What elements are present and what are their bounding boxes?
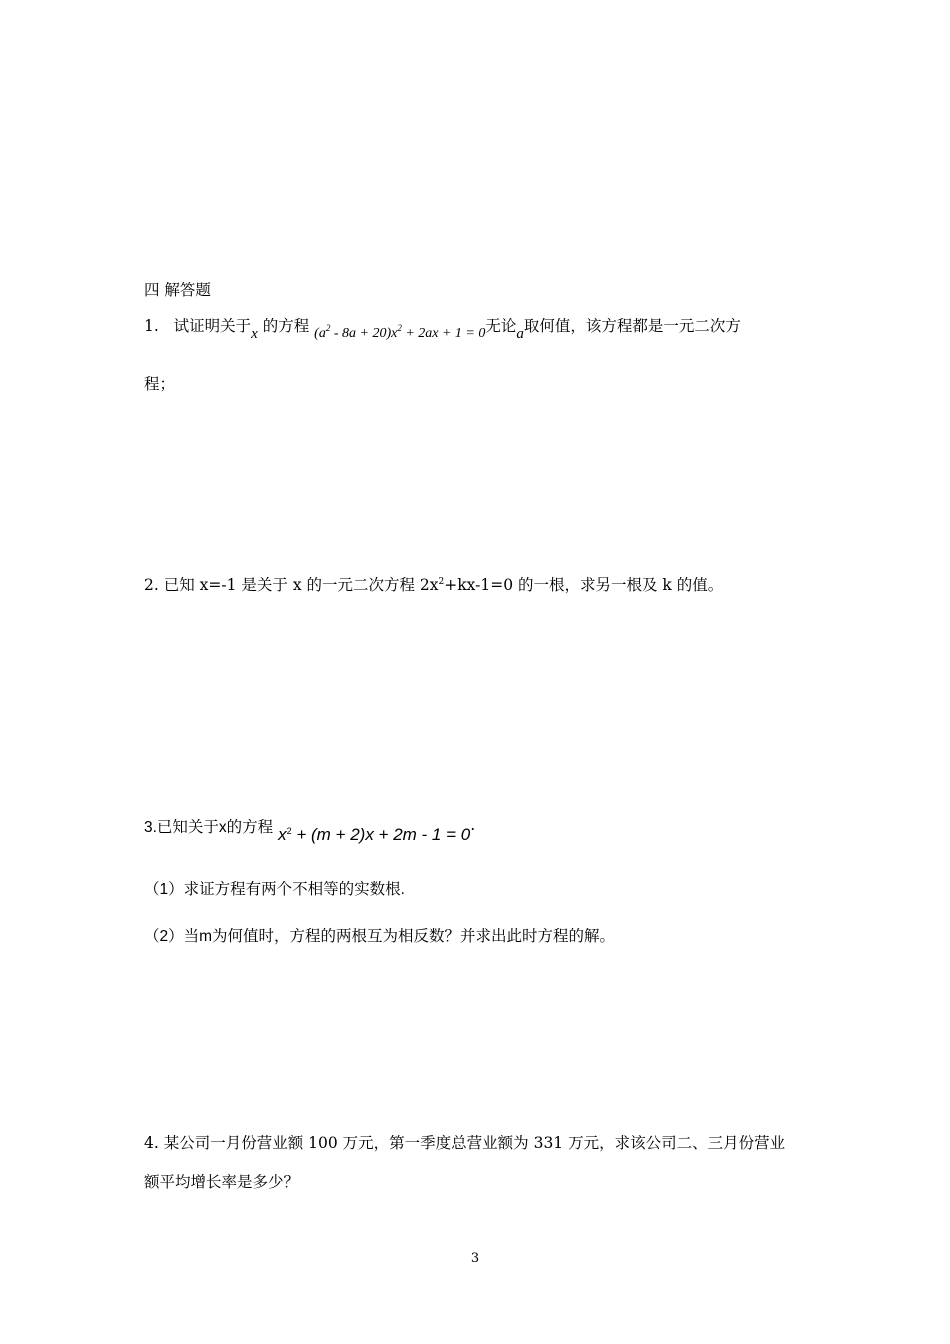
- q4-line-2: 额平均增长率是多少？: [144, 1173, 300, 1191]
- question-1: [144, 316, 741, 342]
- q1-number: 1.: [144, 317, 159, 335]
- q3-stem: 3.已知关于x的方程: [144, 819, 274, 836]
- q2-text-2: +kx-1=0 的一根，求另一根及 k 的值。: [444, 576, 724, 594]
- q1-continuation: 程；: [144, 375, 176, 393]
- question-2: [144, 575, 723, 595]
- q3-sub-1: （1）求证方程有两个不相等的实数根.: [144, 881, 405, 898]
- q1-eq-part-b: - 8a + 20)x: [330, 326, 398, 341]
- q1-equation: [314, 323, 486, 341]
- q1-text-3: 无论: [485, 317, 517, 335]
- q2-superscript: 2: [438, 577, 445, 587]
- q1-eq-part-c: + 2ax + 1 = 0: [401, 326, 486, 341]
- q3-equation: [278, 825, 470, 844]
- q1-var-x: x: [251, 326, 258, 342]
- q1-var-a: a: [516, 326, 524, 342]
- q1-text-4: 取何值，该方程都是一元二次方: [523, 317, 741, 335]
- q1-eq-sup-1: 2: [325, 323, 331, 333]
- q3-eq-part-a: x: [278, 825, 287, 844]
- q3-eq-part-b: + (m + 2)x + 2m - 1 = 0: [291, 825, 471, 844]
- q1-eq-part-a: (a: [314, 326, 326, 341]
- page-number: 3: [470, 1251, 480, 1266]
- q3-sub-2: （2）当m为何值时，方程的两根互为相反数？并求出此时方程的解。: [144, 928, 616, 945]
- section-title: 四 解答题: [144, 281, 211, 299]
- q1-eq-sup-2: 2: [397, 323, 402, 333]
- q2-text-1: 2. 已知 x=-1 是关于 x 的一元二次方程 2x: [144, 576, 439, 594]
- q1-text-2: 的方程: [262, 317, 310, 335]
- q3-eq-sup: 2: [286, 826, 292, 836]
- question-3: [144, 816, 476, 844]
- q4-line-1: 4. 某公司一月份营业额 100 万元，第一季度总营业额为 331 万元，求该公司二、三月份营业: [144, 1134, 786, 1152]
- q3-dot: .: [470, 816, 476, 834]
- q1-text-1: 试证明关于: [173, 317, 252, 335]
